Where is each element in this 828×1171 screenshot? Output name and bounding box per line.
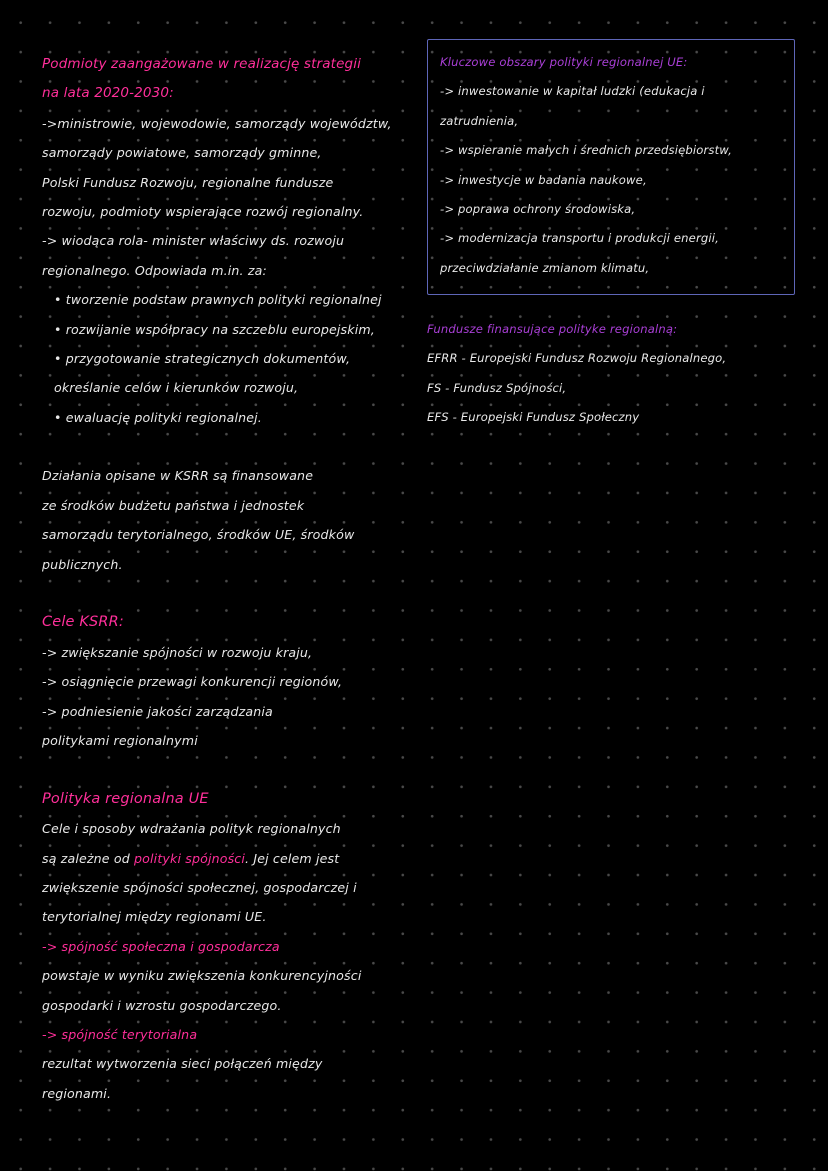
polityka-ue-paragraph xyxy=(42,814,420,1108)
right-column xyxy=(427,39,795,433)
section-title-podmioty: Podmioty zaangażowane w realizację strategii xyxy=(42,56,362,72)
list-item: politykami regionalnymi xyxy=(42,732,198,748)
text-line: samorządu terytorialnego, środków UE, środków xyxy=(42,527,355,543)
funds-title: Fundusze finansujące polityke regionalną: xyxy=(427,322,678,336)
text-line: rezultat wytworzenia sieci połączeń między xyxy=(42,1056,323,1072)
text-line: publicznych. xyxy=(42,556,123,572)
section-title-podmioty-years: na lata 2020-2030: xyxy=(42,85,174,102)
bullet-item: • tworzenie podstaw prawnych polityki regionalnej xyxy=(54,292,382,308)
text-line: gospodarki i wzrostu gospodarczego. xyxy=(42,997,282,1013)
box-title: Kluczowe obszary polityki regionalnej UE: xyxy=(440,55,688,69)
text-line: regionalnego. Odpowiada m.in. za: xyxy=(42,262,267,278)
list-item: -> osiągnięcie przewagi konkurencji regionów, xyxy=(42,674,343,690)
podmioty-list xyxy=(42,109,420,432)
list-item: FS - Fundusz Spójności, xyxy=(427,380,567,395)
text-line xyxy=(42,844,420,873)
text-line: Polski Fundusz Rozwoju, regionalne fundusze xyxy=(42,174,334,190)
text-fragment: . Jej celem jest xyxy=(245,850,340,866)
text-line: określanie celów i kierunków rozwoju, xyxy=(54,380,299,396)
text-line: powstaje w wyniku zwiększenia konkurencyjności xyxy=(42,968,362,984)
section-title-polityka-ue: Polityka regionalna UE xyxy=(42,790,209,807)
text-fragment: są zależne od xyxy=(42,850,135,866)
left-column xyxy=(42,50,420,1108)
bullet-item: • rozwijanie współpracy na szczeblu europejskim, xyxy=(54,321,375,337)
list-item: -> poprawa ochrony środowiska, xyxy=(440,201,636,216)
text-line: regionami. xyxy=(42,1085,112,1101)
text-line: ze środków budżetu państwa i jednostek xyxy=(42,497,305,513)
bullet-item: • ewaluację polityki regionalnej. xyxy=(54,409,262,425)
text-line: ->ministrowie, wojewodowie, samorządy województw, xyxy=(42,115,392,131)
list-item: -> inwestowanie w kapitał ludzki (edukacja i xyxy=(440,84,705,99)
list-item: -> podniesienie jakości zarządzania xyxy=(42,703,273,719)
section-title-cele: Cele KSRR: xyxy=(42,614,124,631)
highlight-polityka-spojnosci: polityki spójności xyxy=(134,850,246,866)
list-item: EFS - Europejski Fundusz Społeczny xyxy=(427,410,640,425)
list-item: przeciwdziałanie zmianom klimatu, xyxy=(440,260,650,275)
list-item: -> zwiększanie spójności w rozwoju kraju, xyxy=(42,644,313,660)
financing-paragraph xyxy=(42,461,420,579)
list-item: -> modernizacja transportu i produkcji energii, xyxy=(440,231,719,246)
subheading-spojnosc-spoleczna: -> spójność społeczna i gospodarcza xyxy=(42,938,280,954)
text-line: Działania opisane w KSRR są finansowane xyxy=(42,468,314,484)
cele-list xyxy=(42,638,420,756)
text-line: Cele i sposoby wdrażania polityk regionalnych xyxy=(42,821,341,837)
bullet-item: • przygotowanie strategicznych dokumentów, xyxy=(54,350,351,366)
list-item: -> inwestycje w badania naukowe, xyxy=(440,172,647,187)
text-line: terytorialnej między regionami UE. xyxy=(42,909,267,925)
list-item: EFRR - Europejski Fundusz Rozwoju Regionalnego, xyxy=(427,351,727,366)
text-line: zwiększenie spójności społecznej, gospodarczej i xyxy=(42,879,357,895)
text-line: samorządy powiatowe, samorządy gminne, xyxy=(42,145,322,161)
list-item: zatrudnienia, xyxy=(440,113,519,128)
funds-list xyxy=(427,344,795,432)
text-line: rozwoju, podmioty wspierające rozwój regionalny. xyxy=(42,203,364,219)
subheading-spojnosc-terytorialna: -> spójność terytorialna xyxy=(42,1026,198,1042)
text-line: -> wiodąca rola- minister właściwy ds. rozwoju xyxy=(42,233,345,249)
key-areas-box xyxy=(427,39,795,295)
list-item: -> wspieranie małych i średnich przedsiębiorstw, xyxy=(440,143,733,158)
